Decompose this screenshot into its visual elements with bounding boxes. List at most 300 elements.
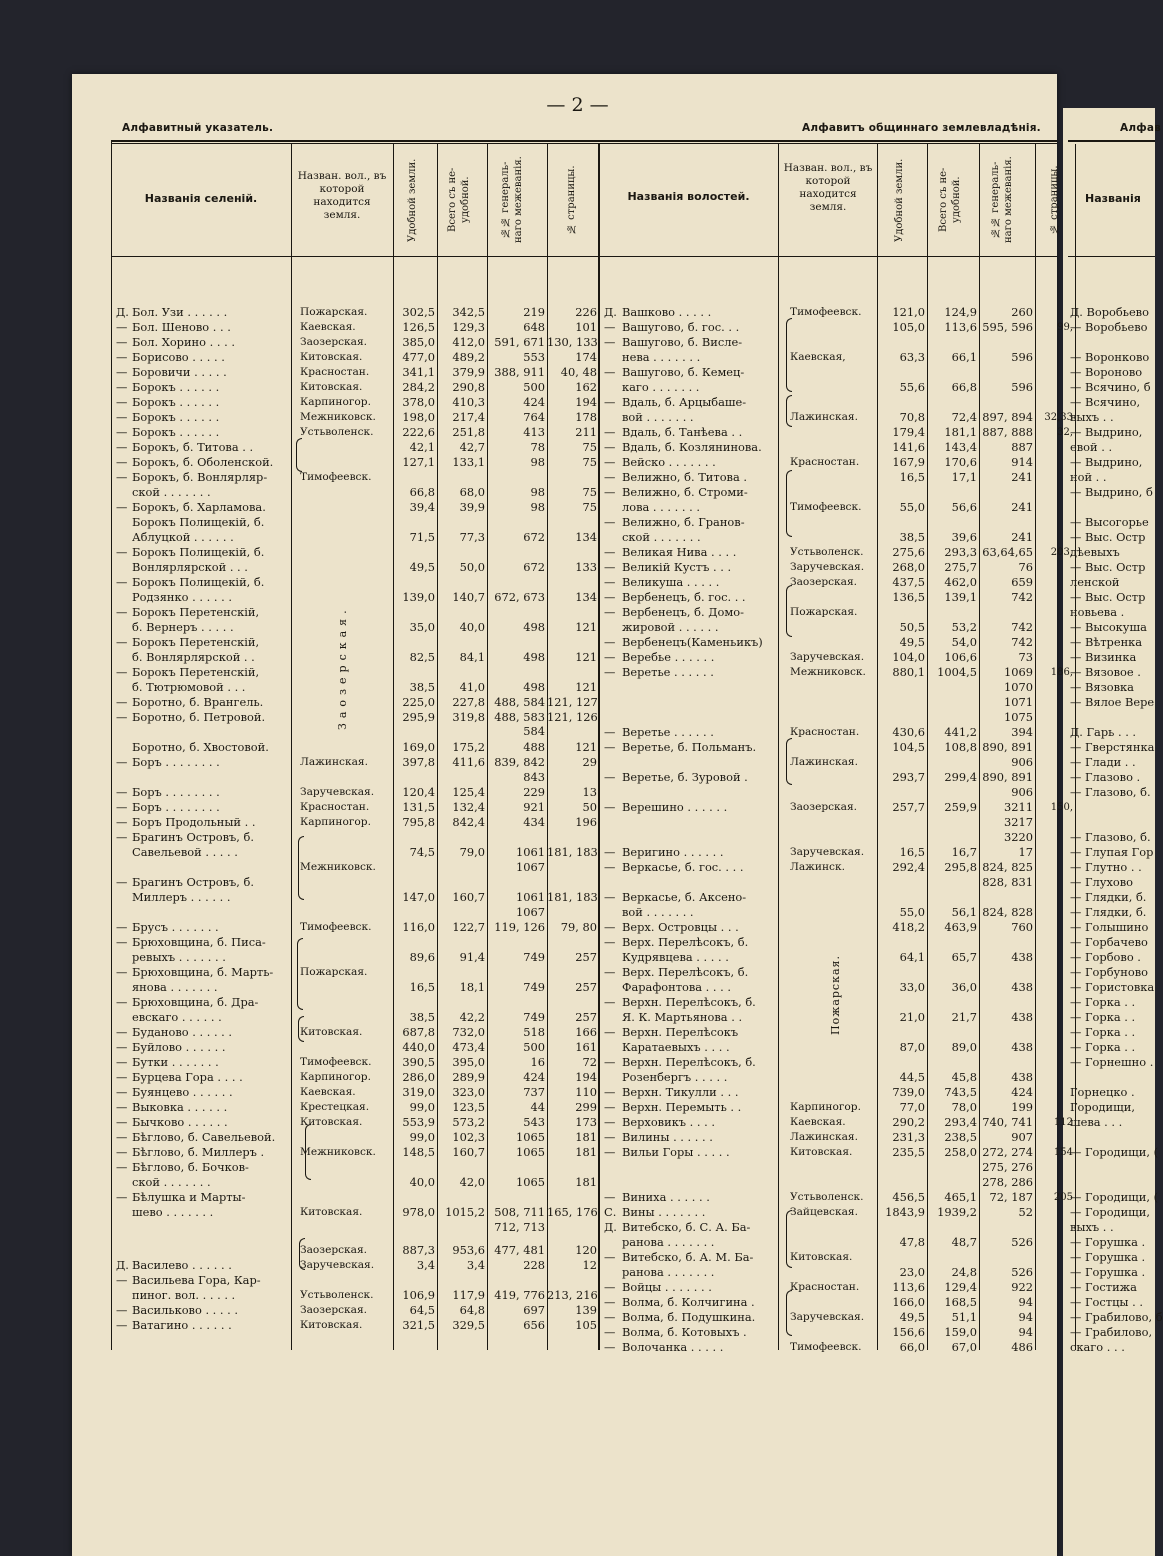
survey-number: 424	[523, 1070, 545, 1084]
row-prefix: —	[116, 635, 128, 649]
settlement-name: Борокъ Полищекій, б.	[132, 545, 265, 559]
settlement-name: Бол. Хорино . . . .	[132, 335, 235, 349]
volost-cell: Лажинская.	[790, 411, 858, 423]
edge-entry: — Гористовка	[1070, 980, 1155, 994]
total-land: 56,6	[951, 500, 977, 514]
row-prefix: —	[604, 545, 616, 559]
survey-number: 596	[1011, 380, 1033, 394]
useful-land: 55,0	[899, 905, 925, 919]
survey-number: 94	[1018, 1325, 1033, 1339]
survey-number: 241	[1011, 500, 1033, 514]
row-prefix: —	[604, 575, 616, 589]
table-row	[0, 1010, 1155, 1025]
settlement-name: Боръ . . . . . . . .	[132, 785, 220, 799]
table-row	[0, 1250, 1155, 1265]
settlement-name: Василево . . . . . .	[132, 1258, 232, 1272]
total-land: 65,7	[951, 950, 977, 964]
survey-number: 424	[1011, 1085, 1033, 1099]
settlement-name: Аблуцкой . . . . . .	[132, 530, 234, 544]
row-prefix: —	[116, 995, 128, 1009]
total-land: 113,6	[944, 320, 977, 334]
edge-entry: — Глазово, б.	[1070, 785, 1151, 799]
settlement-name: б. Вонлярлярской . .	[132, 650, 255, 664]
edge-entry: новьева .	[1070, 605, 1125, 619]
useful-land: 319,0	[402, 1085, 435, 1099]
table-row	[0, 965, 1155, 980]
total-land: 319,8	[452, 710, 485, 724]
table-row	[0, 620, 1155, 635]
settlement-name: Борокъ . . . . . .	[132, 380, 220, 394]
volost-cell: Китовская.	[300, 1206, 363, 1218]
volost-name: Веретье, б. Зуровой .	[622, 770, 748, 784]
useful-land: 275,6	[892, 545, 925, 559]
survey-number: 278, 286	[982, 1175, 1033, 1189]
page-ref: 134	[575, 530, 597, 544]
useful-land: 104,0	[892, 650, 925, 664]
table-row	[0, 845, 1155, 860]
useful-land: 38,5	[409, 680, 435, 694]
edge-entry: — Визинка	[1070, 650, 1137, 664]
total-land: 159,0	[944, 1325, 977, 1339]
survey-number: 434	[523, 815, 545, 829]
table-row	[0, 455, 1155, 470]
survey-number: 17	[1018, 845, 1033, 859]
total-land: 72,4	[951, 410, 977, 424]
total-land: 89,0	[951, 1040, 977, 1054]
page-ref: 75	[582, 500, 597, 514]
survey-number: 72, 187	[989, 1190, 1033, 1204]
volost-cell: Устьволенск.	[300, 426, 374, 438]
table-row	[0, 335, 1155, 350]
useful-land: 341,1	[402, 365, 435, 379]
row-prefix: —	[116, 830, 128, 844]
survey-number: 94	[1018, 1310, 1033, 1324]
table-row	[0, 1295, 1155, 1310]
header-survey-right: №№ генераль-наго межеванія.	[990, 156, 1014, 244]
total-land: 290,8	[452, 380, 485, 394]
total-land: 160,7	[452, 1145, 485, 1159]
table-row	[0, 380, 1155, 395]
table-row	[0, 350, 1155, 365]
useful-land: 147,0	[402, 890, 435, 904]
volost-cell: Карпиногор.	[300, 816, 371, 828]
row-prefix: Д.	[604, 305, 617, 319]
survey-number: 98	[530, 500, 545, 514]
volost-cell: Заручевская.	[300, 1259, 375, 1271]
total-land: 36,0	[951, 980, 977, 994]
row-prefix: Д.	[116, 305, 129, 319]
useful-land: 55,0	[899, 500, 925, 514]
settlement-name: янова . . . . . . .	[132, 980, 218, 994]
total-land: 473,4	[452, 1040, 485, 1054]
survey-number: 199	[1011, 1100, 1033, 1114]
page-ref: 99,	[1057, 322, 1073, 333]
volost-name: Вербенецъ, б. Домо-	[622, 605, 744, 619]
survey-number: 843	[523, 770, 545, 784]
edge-entry: — Воробьево	[1070, 320, 1148, 334]
survey-number: 553	[523, 350, 545, 364]
settlement-name: Борокъ Перетенскій,	[132, 635, 260, 649]
total-land: 441,2	[944, 725, 977, 739]
useful-land: 293,7	[892, 770, 925, 784]
settlement-name: Бутки . . . . . . .	[132, 1055, 219, 1069]
page-ref: 181, 183	[547, 890, 598, 904]
survey-number: 275, 276	[982, 1160, 1033, 1174]
survey-number: 584	[523, 724, 545, 738]
vertical-volost-label-left: Заозерская.	[336, 605, 349, 730]
row-prefix: —	[116, 785, 128, 799]
survey-number: 1065	[516, 1130, 545, 1144]
useful-land: 16,5	[899, 470, 925, 484]
table-row	[0, 365, 1155, 380]
useful-land: 39,4	[409, 500, 435, 514]
table-row	[0, 650, 1155, 665]
survey-number: 906	[1011, 785, 1033, 799]
total-land: 48,7	[951, 1235, 977, 1249]
volost-cell: Красностан.	[790, 1281, 860, 1293]
edge-entry: — Глядки, б.	[1070, 905, 1147, 919]
page-ref: 112	[1053, 1117, 1073, 1128]
survey-number: 3217	[1004, 815, 1033, 829]
row-prefix: —	[604, 725, 616, 739]
total-land: 465,1	[944, 1190, 977, 1204]
row-prefix: —	[116, 1070, 128, 1084]
survey-number: 119, 126	[494, 920, 545, 934]
survey-number: 828, 831	[982, 875, 1033, 889]
volost-cell: Тимофеевск.	[300, 471, 372, 483]
row-prefix: —	[116, 1160, 128, 1174]
row-prefix: —	[116, 470, 128, 484]
total-land: 18,1	[459, 980, 485, 994]
useful-land: 64,5	[409, 1303, 435, 1317]
survey-number: 1067	[516, 905, 545, 919]
page-ref: 181	[575, 1145, 597, 1159]
settlement-name: Васильково . . . . .	[132, 1303, 239, 1317]
useful-land: 40,0	[409, 1175, 435, 1189]
volost-cell: Китовская.	[790, 1146, 853, 1158]
useful-land: 198,0	[402, 410, 435, 424]
volost-cell: Пожарская.	[790, 606, 858, 618]
table-row	[0, 665, 1155, 680]
total-land: 68,0	[459, 485, 485, 499]
useful-land: 321,5	[402, 1318, 435, 1332]
volost-name: Верх. Перелѣсокъ, б.	[622, 965, 749, 979]
volost-cell: Межниковск.	[300, 411, 376, 423]
page-ref: 174	[575, 350, 597, 364]
volost-name: Веркасье, б. гос. . . .	[622, 860, 744, 874]
row-prefix: —	[604, 1025, 616, 1039]
settlement-name: ревыхъ . . . . . . .	[132, 950, 226, 964]
row-prefix: —	[116, 545, 128, 559]
settlement-name: Бѣглово, б. Савельевой.	[132, 1130, 276, 1144]
row-prefix: —	[116, 440, 128, 454]
survey-number: 921	[523, 800, 545, 814]
total-land: 329,5	[452, 1318, 485, 1332]
survey-number: 241	[1011, 530, 1033, 544]
survey-number: 488, 584	[494, 695, 545, 709]
table-row	[0, 605, 1155, 620]
total-land: 217,4	[452, 410, 485, 424]
table-row	[0, 890, 1155, 905]
total-land: 77,3	[459, 530, 485, 544]
useful-land: 397,8	[402, 755, 435, 769]
table-row	[0, 395, 1155, 410]
volost-cell: Заозерская.	[790, 576, 858, 588]
settlement-name: Боръ . . . . . . . .	[132, 800, 220, 814]
useful-land: 302,5	[402, 305, 435, 319]
total-land: 842,4	[452, 815, 485, 829]
edge-entry: выхъ . .	[1070, 410, 1114, 424]
page-ref: 181, 183	[547, 845, 598, 859]
table-row	[0, 1340, 1155, 1355]
survey-number: 500	[523, 1040, 545, 1054]
useful-land: 156,6	[892, 1325, 925, 1339]
table-row	[0, 950, 1155, 965]
total-land: 122,7	[452, 920, 485, 934]
total-land: 463,9	[944, 920, 977, 934]
page-ref: 50	[582, 800, 597, 814]
volost-name: ранова . . . . . . .	[622, 1265, 715, 1279]
table-top-rule	[111, 140, 1057, 142]
total-land: 411,6	[452, 755, 485, 769]
total-land: 258,0	[944, 1145, 977, 1159]
useful-land: 35,0	[409, 620, 435, 634]
total-land: 45,8	[951, 1070, 977, 1084]
edge-entry: — Городищи, (	[1070, 1145, 1159, 1159]
edge-entry: ленской	[1070, 575, 1120, 589]
row-prefix: Д.	[116, 1258, 129, 1272]
survey-number: 1070	[1004, 680, 1033, 694]
settlement-name: Брюховщина, б. Дра-	[132, 995, 259, 1009]
edge-entry: Д. Воробьево	[1070, 305, 1149, 319]
header-page-left: № страницы.	[566, 165, 577, 235]
survey-number: 712, 713	[494, 1220, 545, 1234]
row-prefix: —	[604, 440, 616, 454]
row-prefix: —	[116, 605, 128, 619]
survey-number: 1061	[516, 845, 545, 859]
total-land: 66,8	[951, 380, 977, 394]
row-prefix: —	[116, 1318, 128, 1332]
table-row	[0, 770, 1155, 785]
survey-number: 16	[530, 1055, 545, 1069]
edge-entry: — Горушка .	[1070, 1265, 1146, 1279]
settlement-name: Борокъ Полищекій, б.	[132, 515, 265, 529]
table-row	[0, 1025, 1155, 1040]
settlement-name: Боровичи . . . . .	[132, 365, 227, 379]
page-ref: 299	[575, 1100, 597, 1114]
useful-land: 106,9	[402, 1288, 435, 1302]
edge-entry: — Вѣтренка	[1070, 635, 1143, 649]
useful-land: 3,4	[416, 1258, 435, 1272]
total-land: 1015,2	[445, 1205, 485, 1219]
useful-land: 231,3	[892, 1130, 925, 1144]
row-prefix: —	[604, 1085, 616, 1099]
survey-number: 228	[523, 1258, 545, 1272]
total-land: 259,9	[944, 800, 977, 814]
volost-name: Веригино . . . . . .	[622, 845, 724, 859]
survey-number: 760	[1011, 920, 1033, 934]
row-prefix: —	[116, 1190, 128, 1204]
useful-land: 104,5	[892, 740, 925, 754]
running-head-edge: Алфав	[1120, 122, 1161, 134]
page-ref: 194	[575, 1070, 597, 1084]
volost-name: Вдаль, б. Танѣева . .	[622, 425, 743, 439]
useful-land: 225,0	[402, 695, 435, 709]
row-prefix: —	[604, 1055, 616, 1069]
survey-number: 260	[1011, 305, 1033, 319]
volost-cell: Красностан.	[790, 726, 860, 738]
volost-name: Вербенецъ(Каменьикъ)	[622, 635, 763, 649]
volost-cell: Тимофеевск.	[790, 306, 862, 318]
edge-entry: — Городищи,	[1070, 1205, 1150, 1219]
total-land: 117,9	[452, 1288, 485, 1302]
useful-land: 166,0	[892, 1295, 925, 1309]
row-prefix: —	[604, 1310, 616, 1324]
table-row	[0, 1235, 1155, 1250]
total-land: 129,3	[452, 320, 485, 334]
edge-entry: — Глупая Гор	[1070, 845, 1154, 859]
settlement-name: пиног. вол. . . . . .	[132, 1288, 236, 1302]
useful-land: 82,5	[409, 650, 435, 664]
survey-number: 914	[1011, 455, 1033, 469]
page-ref: 32,	[1057, 427, 1073, 438]
total-land: 39,6	[951, 530, 977, 544]
survey-number: 922	[1011, 1280, 1033, 1294]
page-ref: 120	[575, 1243, 597, 1257]
survey-number: 543	[523, 1115, 545, 1129]
useful-land: 1843,9	[885, 1205, 925, 1219]
row-prefix: —	[604, 1250, 616, 1264]
total-land: 42,7	[459, 440, 485, 454]
volost-cell: Тимофеевск.	[790, 501, 862, 513]
useful-land: 295,9	[402, 710, 435, 724]
row-prefix: —	[116, 1115, 128, 1129]
row-prefix: —	[116, 1055, 128, 1069]
settlement-name: Борокъ . . . . . .	[132, 410, 220, 424]
row-prefix: —	[604, 335, 616, 349]
total-land: 123,5	[452, 1100, 485, 1114]
table-row	[0, 1040, 1155, 1055]
total-land: 66,1	[951, 350, 977, 364]
useful-land: 120,4	[402, 785, 435, 799]
total-land: 42,2	[459, 1010, 485, 1024]
table-row	[0, 830, 1155, 845]
table-row	[0, 980, 1155, 995]
settlement-name: Боръ Продольный . .	[132, 815, 256, 829]
volost-cell: Лажинская.	[300, 756, 368, 768]
edge-entry: — Горка . .	[1070, 1025, 1136, 1039]
settlement-name: Бурцева Гора . . . .	[132, 1070, 243, 1084]
total-land: 17,1	[951, 470, 977, 484]
volost-cell: Китовская.	[300, 1116, 363, 1128]
table-row	[0, 920, 1155, 935]
useful-land: 167,9	[892, 455, 925, 469]
row-prefix: —	[116, 965, 128, 979]
volost-name: Виниха . . . . . .	[622, 1190, 710, 1204]
table-row	[0, 1325, 1155, 1340]
useful-land: 113,6	[892, 1280, 925, 1294]
volost-cell: Крестецкая.	[300, 1101, 370, 1113]
page-ref: 205	[1053, 1192, 1073, 1203]
page-number: — 2 —	[546, 94, 609, 116]
survey-number: 518	[523, 1025, 545, 1039]
total-land: 293,4	[944, 1115, 977, 1129]
edge-entry: — Городищи, (	[1070, 1190, 1159, 1204]
survey-number: 98	[530, 485, 545, 499]
total-land: 16,7	[951, 845, 977, 859]
volost-cell: Каевская,	[790, 351, 846, 363]
settlement-name: Бѣлушка и Марты-	[132, 1190, 246, 1204]
volost-name: Вильи Горы . . . . .	[622, 1145, 730, 1159]
page-ref: 72	[582, 1055, 597, 1069]
survey-number: 78	[530, 440, 545, 454]
volost-name: Вдаль, б. Козляниновa.	[622, 440, 762, 454]
total-land: 410,3	[452, 395, 485, 409]
total-land: 67,0	[951, 1340, 977, 1354]
settlement-name: евскаго . . . . . .	[132, 1010, 222, 1024]
useful-land: 378,0	[402, 395, 435, 409]
table-row	[0, 485, 1155, 500]
page-ref: 257	[575, 1010, 597, 1024]
header-useful-right: Удобной земли.	[894, 158, 905, 242]
header-page-right: № страницы.	[1049, 165, 1060, 235]
survey-number: 488	[523, 740, 545, 754]
table-row	[0, 755, 1155, 770]
row-prefix: —	[604, 1100, 616, 1114]
total-land: 295,8	[944, 860, 977, 874]
page-ref: 213, 216	[547, 1288, 598, 1302]
volost-name: Волма, б. Колчигина .	[622, 1295, 755, 1309]
row-prefix: —	[604, 1340, 616, 1354]
total-land: 79,0	[459, 845, 485, 859]
volost-name: Вербенецъ, б. гос. . .	[622, 590, 746, 604]
table-row	[0, 1085, 1155, 1100]
total-land: 132,4	[452, 800, 485, 814]
useful-land: 99,0	[409, 1130, 435, 1144]
survey-number: 1065	[516, 1175, 545, 1189]
edge-entry: ной . .	[1070, 470, 1107, 484]
volost-name: Войцы . . . . . . .	[622, 1280, 712, 1294]
page-ref: 162	[575, 380, 597, 394]
header-settlement-name: Названія селеній.	[144, 192, 258, 205]
header-located-left: Назван. вол., въ которой находится земля.	[297, 170, 387, 221]
table-row	[0, 515, 1155, 530]
volost-cell: Зайцевская.	[790, 1206, 858, 1218]
useful-land: 222,6	[402, 425, 435, 439]
row-prefix: —	[604, 590, 616, 604]
useful-land: 179,4	[892, 425, 925, 439]
survey-number: 906	[1011, 755, 1033, 769]
edge-entry: скаго . . .	[1070, 1340, 1125, 1354]
survey-number: 839, 842	[494, 755, 545, 769]
table-row	[0, 425, 1155, 440]
page-ref: 257	[575, 980, 597, 994]
total-land: 743,5	[944, 1085, 977, 1099]
useful-land: 87,0	[899, 1040, 925, 1054]
volost-name: Вдаль, б. Арцыбаше-	[622, 395, 747, 409]
survey-number: 1075	[1004, 710, 1033, 724]
total-land: 42,0	[459, 1175, 485, 1189]
page-ref: 75	[582, 440, 597, 454]
table-row	[0, 995, 1155, 1010]
survey-number: 1061	[516, 890, 545, 904]
header-total-right: Всего съ не-удобной.	[938, 167, 962, 233]
table-row	[0, 1070, 1155, 1085]
useful-land: 136,5	[892, 590, 925, 604]
edge-entry: — Выдрино, б	[1070, 485, 1153, 499]
volost-name: Велижно, б. Гранов-	[622, 515, 745, 529]
total-land: 108,8	[944, 740, 977, 754]
